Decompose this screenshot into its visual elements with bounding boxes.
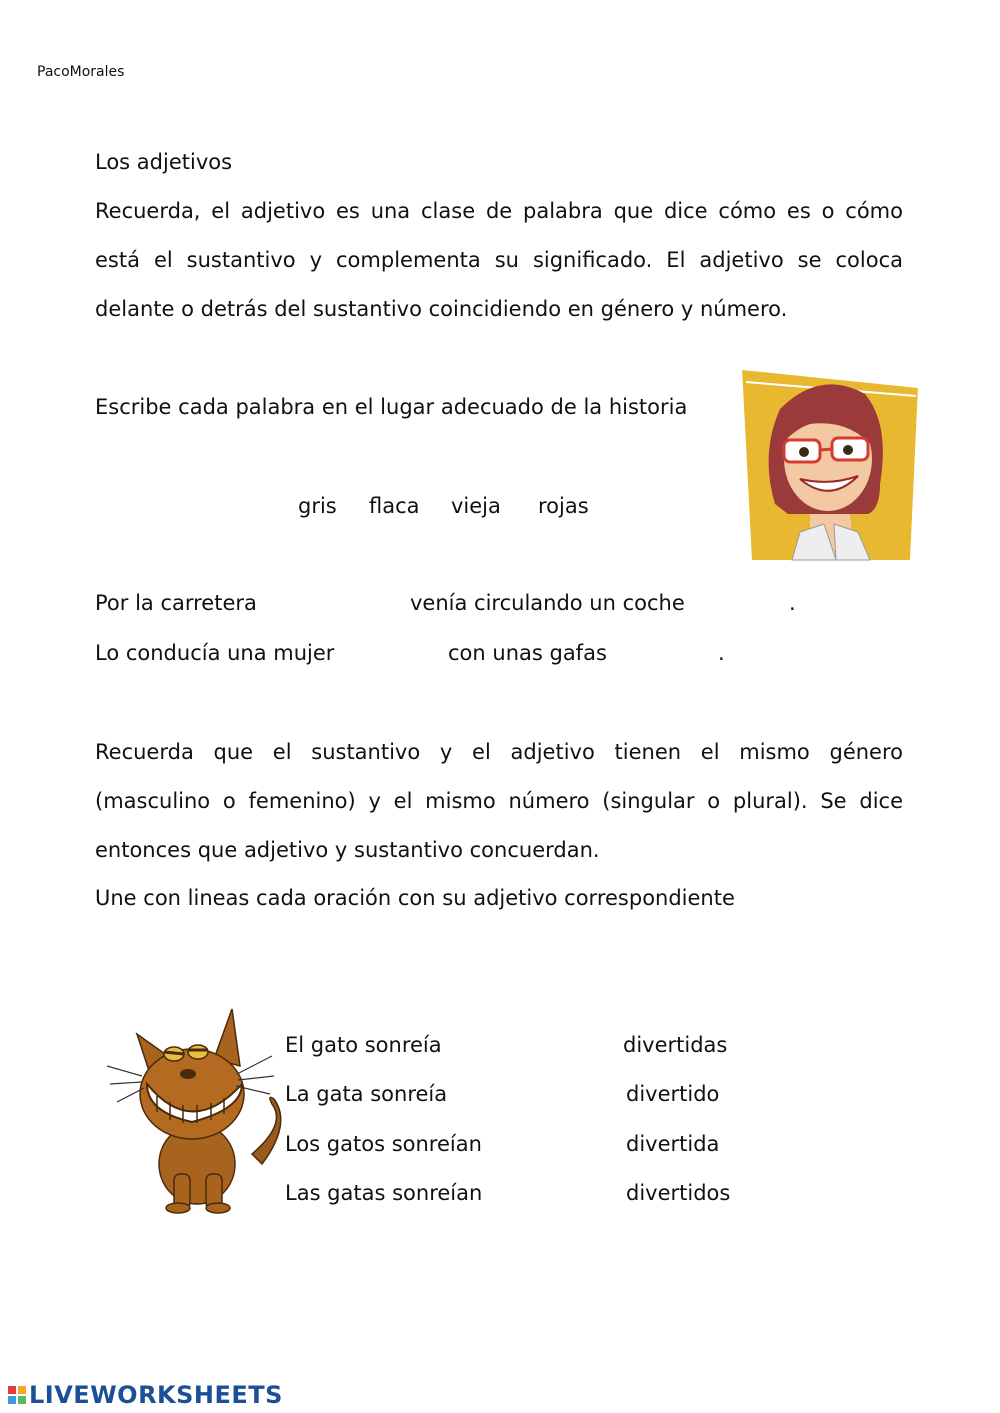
sentence1-part1: Por la carretera bbox=[95, 591, 257, 615]
match-adjective[interactable]: divertidos bbox=[626, 1181, 731, 1205]
intro-line-2: está el sustantivo y complementa su significado. El adjetivo se coloca bbox=[95, 248, 903, 272]
reminder-line-2: (masculino o femenino) y el mismo número (singular o plural). Se dice bbox=[95, 789, 903, 813]
sentence2-blank2[interactable] bbox=[612, 641, 714, 669]
match-sentence[interactable]: Los gatos sonreían bbox=[285, 1132, 482, 1156]
intro-line-1: Recuerda, el adjetivo es una clase de palabra que dice cómo es o cómo bbox=[95, 199, 903, 223]
reminder-line-1: Recuerda que el sustantivo y el adjetivo tienen el mismo género bbox=[95, 740, 903, 764]
match-sentence[interactable]: El gato sonreía bbox=[285, 1033, 442, 1057]
logo-text: LIVEWORKSHEETS bbox=[29, 1381, 283, 1409]
exercise1-instruction: Escribe cada palabra en el lugar adecuado de la historia bbox=[95, 395, 688, 419]
author-name: PacoMorales bbox=[37, 64, 125, 80]
sentence1-part2: venía circulando un coche bbox=[410, 591, 685, 615]
match-adjective[interactable]: divertidas bbox=[623, 1033, 728, 1057]
sentence2-part2: con unas gafas bbox=[448, 641, 607, 665]
logo-grid-icon bbox=[8, 1386, 26, 1404]
sentence2-part1: Lo conducía una mujer bbox=[95, 641, 335, 665]
sentence2-blank1[interactable] bbox=[340, 641, 440, 669]
sentence1-end: . bbox=[789, 591, 796, 615]
word-bank-item[interactable]: gris bbox=[298, 494, 337, 518]
cat-illustration bbox=[102, 1004, 287, 1214]
word-bank-item[interactable]: flaca bbox=[369, 494, 420, 518]
reminder-line-3: entonces que adjetivo y sustantivo concuerdan. bbox=[95, 838, 600, 862]
match-adjective[interactable]: divertido bbox=[626, 1082, 720, 1106]
sentence1-blank2[interactable] bbox=[690, 591, 785, 619]
match-sentence[interactable]: La gata sonreía bbox=[285, 1082, 448, 1106]
liveworksheets-logo bbox=[8, 1380, 283, 1410]
match-adjective[interactable]: divertida bbox=[626, 1132, 720, 1156]
match-sentence[interactable]: Las gatas sonreían bbox=[285, 1181, 483, 1205]
sentence2-end: . bbox=[718, 641, 725, 665]
page-title: Los adjetivos bbox=[95, 150, 233, 174]
intro-line-3: delante o detrás del sustantivo coincidiendo en género y número. bbox=[95, 297, 788, 321]
teacher-illustration bbox=[740, 364, 920, 562]
word-bank-item[interactable]: vieja bbox=[451, 494, 501, 518]
sentence1-blank1[interactable] bbox=[275, 591, 400, 619]
exercise2-instruction: Une con lineas cada oración con su adjetivo correspondiente bbox=[95, 886, 735, 910]
word-bank-item[interactable]: rojas bbox=[538, 494, 589, 518]
